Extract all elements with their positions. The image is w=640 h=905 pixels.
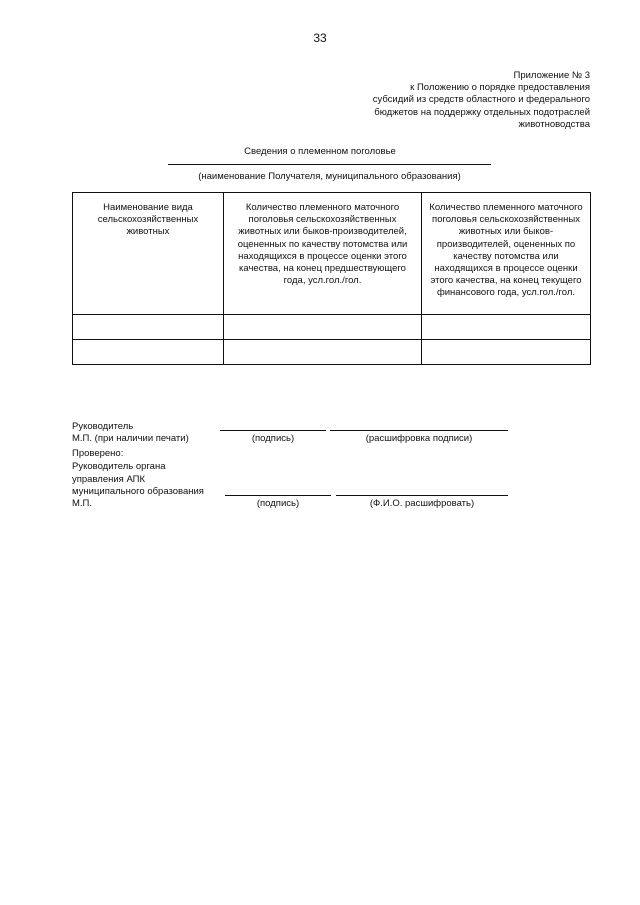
head-label: Руководитель — [72, 421, 134, 432]
checked-label: Проверено: — [72, 448, 124, 459]
table-cell[interactable] — [73, 340, 224, 365]
header-current-year-count: Количество племенного маточного поголовья сельскохозяйственных животных или быков-производителей, оцененных по качеству потомства или находящихся в процессе оценки этого качества, на конец текущего финансового года, усл.гол./гол. — [422, 193, 591, 315]
table-row — [73, 340, 591, 365]
appendix-line: к Положению о порядке предоставления — [410, 82, 590, 94]
official-signature-line[interactable] — [225, 495, 331, 496]
table-cell[interactable] — [422, 315, 591, 340]
header-animal-type: Наименование вида сельскохозяйственных животных — [73, 193, 224, 315]
head-stamp-label: М.П. (при наличии печати) — [72, 433, 189, 444]
table-header-row — [73, 193, 591, 315]
table-cell[interactable] — [224, 315, 422, 340]
appendix-header — [310, 70, 590, 131]
page-number: 33 — [313, 31, 327, 45]
official-line: управления АПК — [72, 474, 146, 485]
official-fio-caption: (Ф.И.О. расшифровать) — [369, 498, 475, 509]
head-signature-line[interactable] — [220, 430, 326, 431]
appendix-line: Приложение № 3 — [513, 70, 590, 81]
recipient-name-line[interactable] — [168, 164, 491, 165]
head-decoding-caption: (расшифровка подписи) — [365, 433, 473, 444]
header-previous-year-count: Количество племенного маточного поголовья сельскохозяйственных животных или быков-производителей, оцененных по качеству потомства или находящихся в процессе оценки этого качества, на конец предшествующего года, усл.гол./гол. — [224, 193, 422, 315]
official-fio-line[interactable] — [336, 495, 508, 496]
recipient-caption: (наименование Получателя, муниципального образования) — [198, 171, 461, 182]
table-cell[interactable] — [224, 340, 422, 365]
official-line: Руководитель органа — [72, 461, 166, 472]
table-row — [73, 315, 591, 340]
table-cell[interactable] — [73, 315, 224, 340]
appendix-line: животноводства — [518, 118, 590, 130]
head-decoding-line[interactable] — [330, 430, 508, 431]
table-cell[interactable] — [422, 340, 591, 365]
livestock-table — [72, 192, 591, 365]
official-signature-caption: (подпись) — [256, 498, 300, 509]
document-title: Сведения о племенном поголовье — [244, 146, 396, 157]
appendix-line: субсидий из средств областного и федерального — [372, 94, 590, 106]
official-stamp-label: М.П. — [72, 498, 93, 509]
official-line: муниципального образования — [72, 486, 204, 497]
head-signature-caption: (подпись) — [251, 433, 295, 444]
appendix-line: бюджетов на поддержку отдельных подотраслей — [374, 106, 590, 118]
